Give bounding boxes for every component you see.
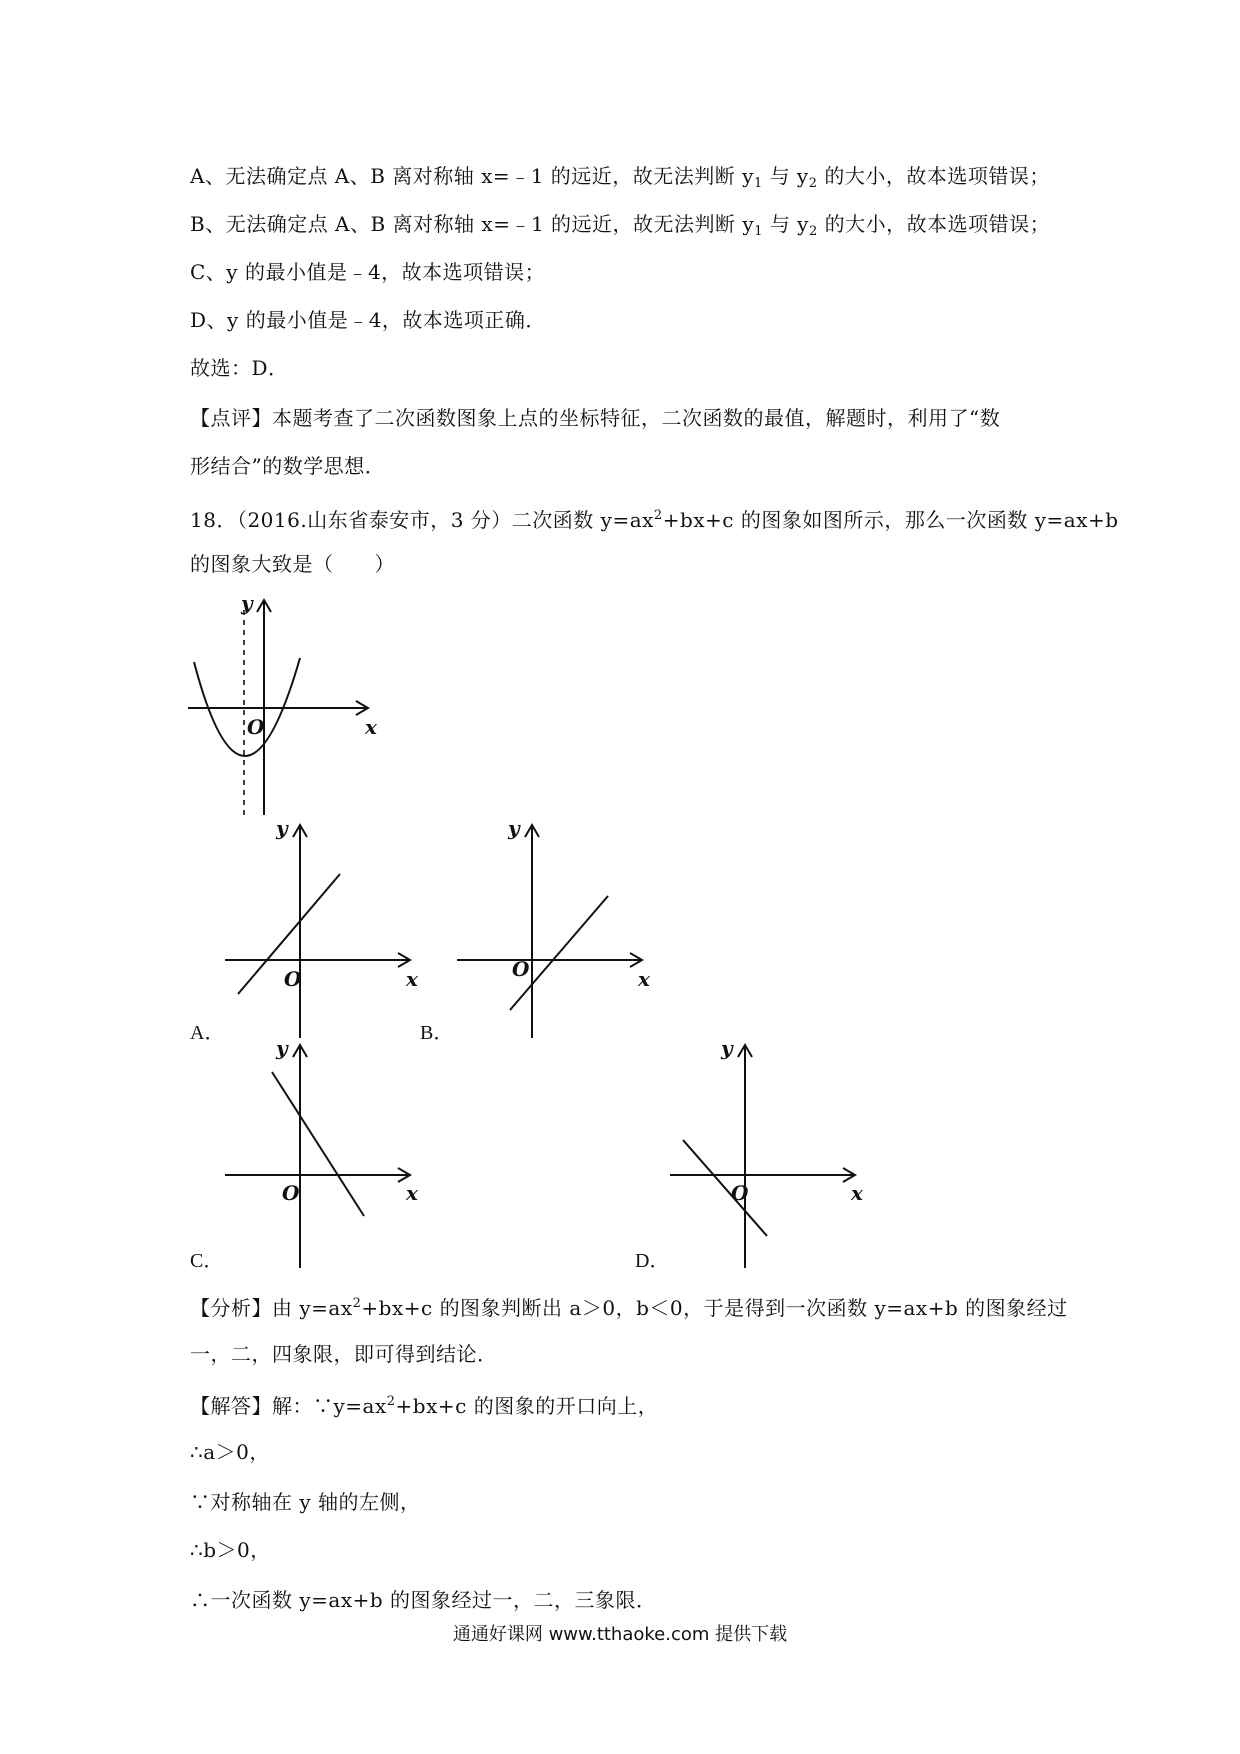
- text-line-solution: 【解答】解：$\because y=ax^2+bx+c$ 的图象的开口向上，: [190, 1394, 659, 1418]
- svg-text:O: O: [247, 715, 265, 739]
- page-footer: 通通好课网 www.tthaoke.com 提供下载: [452, 1624, 788, 1645]
- svg-text:x: x: [406, 1181, 418, 1205]
- svg-text:x: x: [851, 1181, 863, 1205]
- text-line-option-c-analysis: C、y 的最小值是﹣4，故本选项错误；: [190, 260, 546, 284]
- option-d-label: D．: [635, 1250, 670, 1272]
- option-c-graph: [220, 1036, 420, 1270]
- text-line-answer: 故选：D．: [190, 356, 289, 380]
- text-line-comment-cont: 形结合”的数学思想．: [190, 454, 386, 478]
- option-a-label: A．: [190, 1022, 225, 1044]
- svg-text:O: O: [731, 1181, 749, 1205]
- svg-text:x: x: [406, 967, 418, 991]
- option-d-graph: [665, 1036, 865, 1270]
- text-line-analysis: 【分析】由 $y=ax^2+bx+c$ 的图象判断出 a＞0，b＜0，于是得到一次函数 y=ax+b 的图象经过: [190, 1296, 1068, 1320]
- option-a-graph: [220, 810, 420, 1040]
- svg-text:x: x: [638, 967, 650, 991]
- text-line-analysis-cont: 一，二，四象限，即可得到结论．: [190, 1342, 498, 1366]
- text-line-solution-step-2: ∵对称轴在 y 轴的左侧，: [190, 1490, 421, 1514]
- text-line-question-18-cont: 的图象大致是（ ）: [190, 552, 395, 576]
- text-line-option-a-analysis: A、无法确定点 A、B 离对称轴 x=﹣1 的远近，故无法判断 $y_1$ 与 $y_2$ 的大小，故本选项错误；: [190, 164, 1050, 191]
- svg-text:y: y: [276, 816, 288, 840]
- svg-text:O: O: [512, 957, 530, 981]
- text-line-question-18: 18．（2016.山东省泰安市，3 分）二次函数 $y=ax^2+bx+c$ 的图象如图所示，那么一次函数 y=ax+b: [190, 508, 1119, 532]
- svg-text:x: x: [365, 715, 377, 739]
- option-c-label: C．: [190, 1250, 224, 1272]
- text-line-solution-step-1: ∴a＞0，: [190, 1440, 270, 1464]
- text-line-option-b-analysis: B、无法确定点 A、B 离对称轴 x=﹣1 的远近，故无法判断 $y_1$ 与 $y_2$ 的大小，故本选项错误；: [190, 212, 1051, 239]
- text-line-comment: 【点评】本题考查了二次函数图象上点的坐标特征，二次函数的最值，解题时，利用了“数: [190, 406, 1001, 430]
- svg-text:O: O: [282, 1181, 300, 1205]
- option-b-graph: [452, 810, 652, 1040]
- svg-text:y: y: [721, 1036, 733, 1060]
- option-b-label: B．: [420, 1022, 454, 1044]
- svg-text:y: y: [241, 591, 253, 615]
- svg-text:y: y: [276, 1036, 288, 1060]
- text-line-solution-step-3: ∴b＞0，: [190, 1538, 271, 1562]
- text-line-option-d-analysis: D、y 的最小值是﹣4，故本选项正确．: [190, 308, 546, 332]
- svg-text:O: O: [284, 967, 302, 991]
- parabola-graph: [180, 590, 400, 820]
- text-line-solution-conclusion: ∴一次函数 y=ax+b 的图象经过一，二，三象限．: [190, 1588, 657, 1612]
- svg-text:y: y: [508, 816, 520, 840]
